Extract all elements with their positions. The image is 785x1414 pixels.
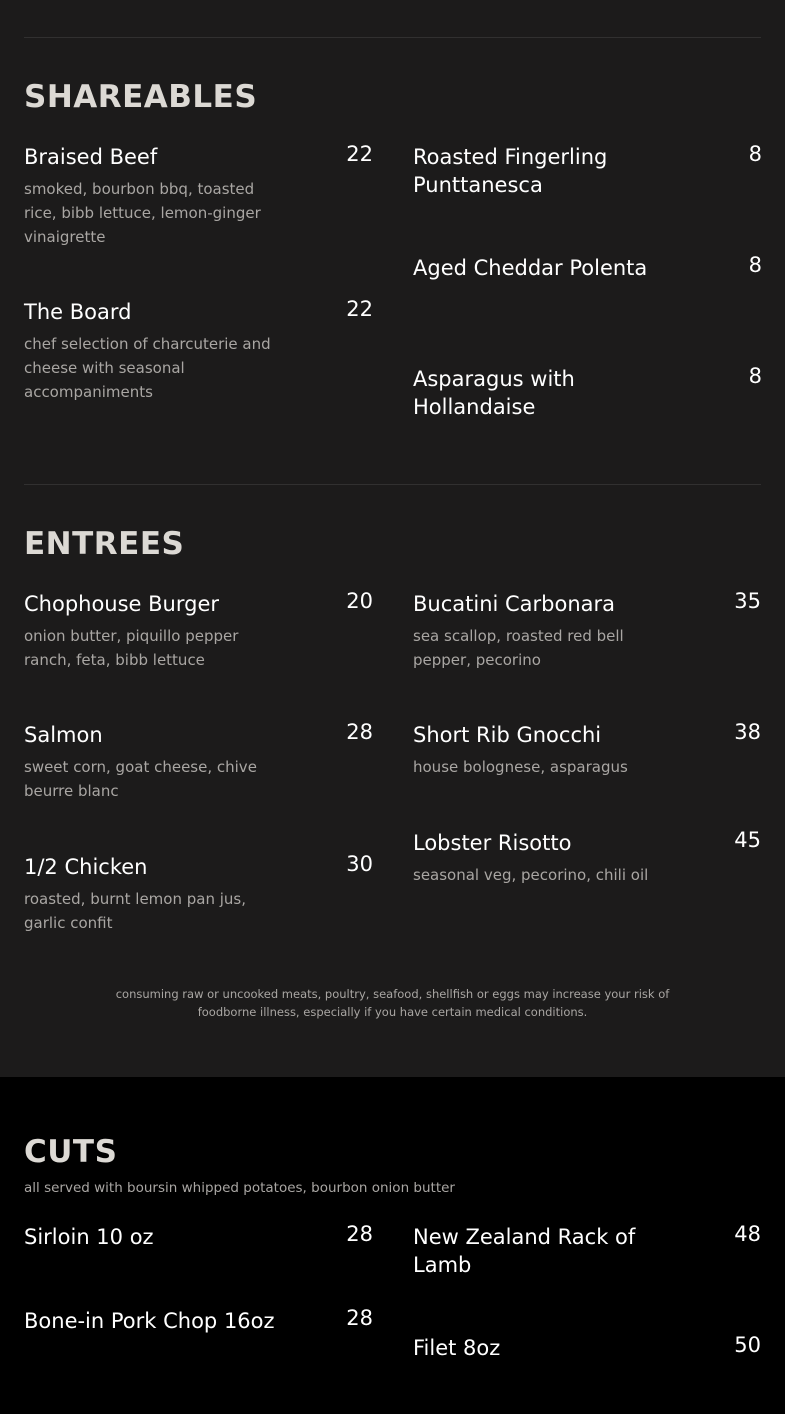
item-description: onion butter, piquillo pepper ranch, feta, bibb lettuce [24,627,239,669]
item-name: Bucatini Carbonara [413,592,616,616]
item-price: 45 [734,828,761,852]
menu-item-braised-beef [24,143,373,249]
item-name: New Zealand Rack of Lamb [413,1225,636,1277]
item-name: Sirloin 10 oz [24,1225,154,1249]
menu-item-asparagus [413,365,762,421]
section-divider [24,484,761,485]
item-name: 1/2 Chicken [24,855,148,879]
item-description: house bolognese, asparagus [413,758,628,776]
menu-item-salmon [24,721,373,803]
food-safety-disclaimer: consuming raw or uncooked meats, poultry, seafood, shellfish or eggs may increase your risk of foodborne illness, especially if you have certain medical conditions. [115,987,670,1019]
menu-item-short-rib-gnocchi [413,721,761,779]
item-price: 8 [748,364,762,388]
item-price: 22 [346,297,373,321]
item-price: 30 [346,852,373,876]
item-name: Chophouse Burger [24,592,220,616]
section-title-entrees: ENTREES [24,526,185,562]
menu-item-chophouse-burger [24,590,373,672]
menu-item-lobster-risotto [413,829,761,887]
item-name: Filet 8oz [413,1336,501,1360]
item-name: Aged Cheddar Polenta [413,256,648,280]
menu-item-filet [413,1334,761,1362]
item-price: 22 [346,142,373,166]
menu-item-half-chicken [24,853,373,935]
top-divider [24,37,761,38]
item-price: 28 [346,720,373,744]
item-price: 8 [748,253,762,277]
menu-item-sirloin [24,1223,373,1251]
cuts-subtitle: all served with boursin whipped potatoes, bourbon onion butter [24,1180,455,1196]
item-name: Short Rib Gnocchi [413,723,602,747]
item-description: seasonal veg, pecorino, chili oil [413,866,649,884]
menu-item-roasted-fingerling [413,143,762,199]
menu-item-the-board [24,298,373,404]
item-description: sweet corn, goat cheese, chive beurre blanc [24,758,257,800]
item-name: Bone-in Pork Chop 16oz [24,1309,275,1333]
item-name: Lobster Risotto [413,831,572,855]
item-description: roasted, burnt lemon pan jus, garlic confit [24,890,246,932]
item-name: Asparagus with Hollandaise [413,367,575,419]
item-name: The Board [24,300,132,324]
item-price: 28 [346,1222,373,1246]
item-price: 28 [346,1306,373,1330]
item-description: chef selection of charcuterie and cheese with seasonal accompaniments [24,335,271,401]
item-price: 20 [346,589,373,613]
item-price: 50 [734,1333,761,1357]
section-title-shareables: SHAREABLES [24,79,258,115]
item-description: smoked, bourbon bbq, toasted rice, bibb lettuce, lemon-ginger vinaigrette [24,180,261,246]
item-description: sea scallop, roasted red bell pepper, pecorino [413,627,624,669]
item-name: Roasted Fingerling Punttanesca [413,145,608,197]
menu-item-pork-chop [24,1307,373,1335]
item-price: 35 [734,589,761,613]
section-title-cuts: CUTS [24,1134,118,1170]
item-price: 38 [734,720,761,744]
cuts-section [0,1077,785,1414]
item-price: 48 [734,1222,761,1246]
menu-item-aged-cheddar-polenta [413,254,762,282]
menu-item-bucatini-carbonara [413,590,761,672]
item-name: Salmon [24,723,103,747]
item-name: Braised Beef [24,145,158,169]
item-price: 8 [748,142,762,166]
menu-item-rack-of-lamb [413,1223,761,1279]
